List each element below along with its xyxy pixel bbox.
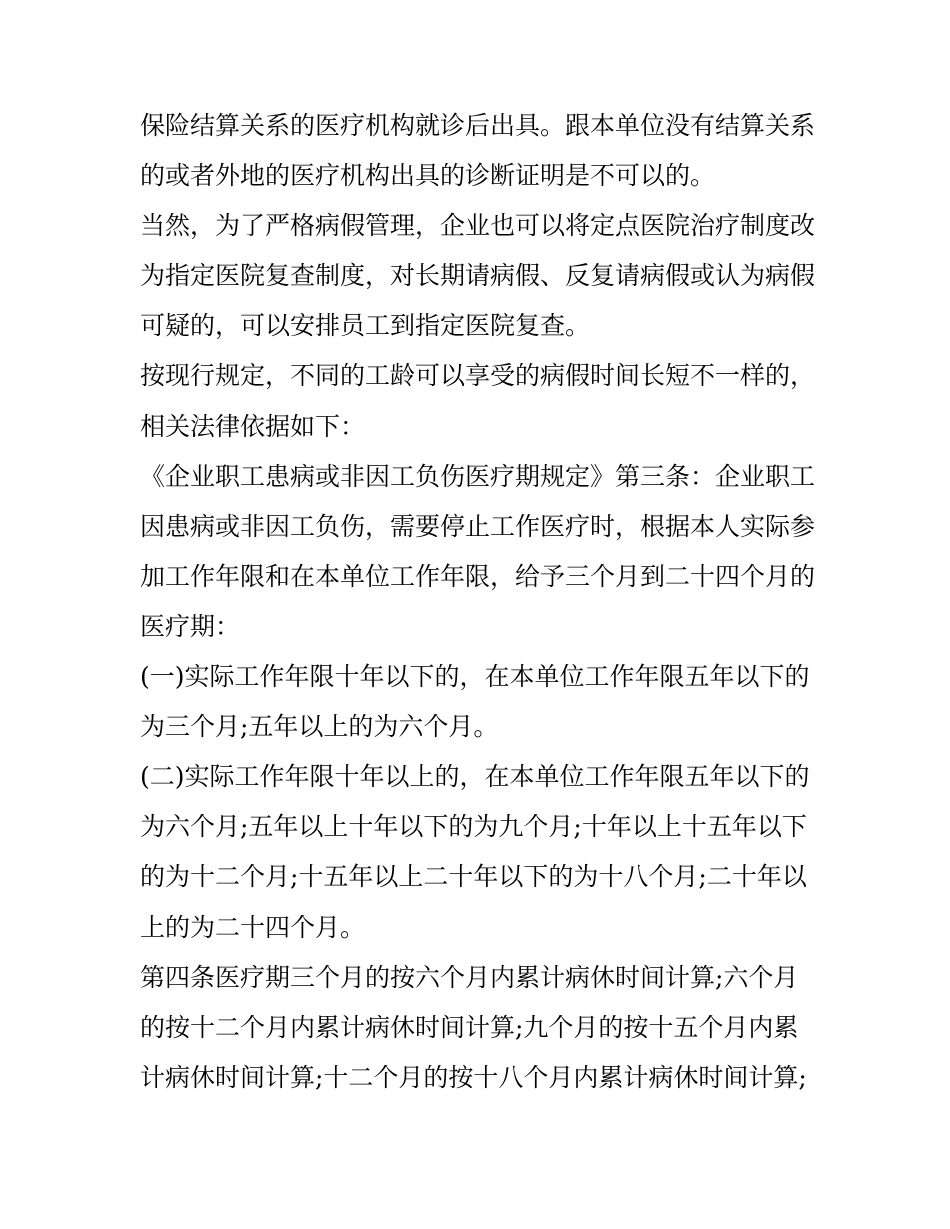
paragraph-certificate-source (140, 101, 820, 201)
text-line: 为指定医院复查制度，对长期请病假、反复请病假或认为病假 (140, 261, 816, 291)
text-line: (一)实际工作年限十年以下的，在本单位工作年限五年以下的 (140, 662, 810, 692)
document-body (140, 101, 820, 1103)
text-line: 保险结算关系的医疗机构就诊后出具。跟本单位没有结算关系 (140, 111, 816, 140)
text-line: 《企业职工患病或非因工负伤医疗期规定》第三条：企业职工 (140, 461, 816, 491)
text-line: 可疑的，可以安排员工到指定医院复查。 (140, 311, 591, 341)
text-line: 相关法律依据如下： (140, 411, 366, 441)
text-line: 上的为二十四个月。 (140, 912, 366, 942)
paragraph-current-rules (140, 351, 820, 451)
text-line: 按现行规定，不同的工龄可以享受的病假时间长短不一样的， (140, 361, 816, 391)
text-line: 第四条医疗期三个月的按六个月内累计病休时间计算;六个月 (140, 962, 799, 992)
text-line: (二)实际工作年限十年以上的，在本单位工作年限五年以下的 (140, 762, 810, 792)
paragraph-article-three (140, 452, 820, 652)
text-line: 加工作年限和在本单位工作年限，给予三个月到二十四个月的 (140, 561, 816, 591)
text-line: 为六个月;五年以上十年以下的为九个月;十年以上十五年以下 (140, 812, 807, 842)
paragraph-item-one (140, 652, 820, 752)
text-line: 医疗期： (140, 611, 241, 641)
paragraph-item-two (140, 752, 820, 952)
paragraph-designated-hospital (140, 201, 820, 351)
text-line: 因患病或非因工负伤，需要停止工作医疗时，根据本人实际参 (140, 511, 816, 541)
text-line: 当然，为了严格病假管理，企业也可以将定点医院治疗制度改 (140, 211, 816, 241)
text-line: 的按十二个月内累计病休时间计算;九个月的按十五个月内累 (140, 1012, 799, 1042)
text-line: 的为十二个月;十五年以上二十年以下的为十八个月;二十年以 (140, 862, 807, 892)
text-line: 为三个月;五年以上的为六个月。 (140, 712, 499, 742)
text-line: 的或者外地的医疗机构出具的诊断证明是不可以的。 (140, 161, 716, 191)
text-line: 计病休时间计算;十二个月的按十八个月内累计病休时间计算; (140, 1062, 807, 1092)
paragraph-article-four (140, 953, 820, 1103)
